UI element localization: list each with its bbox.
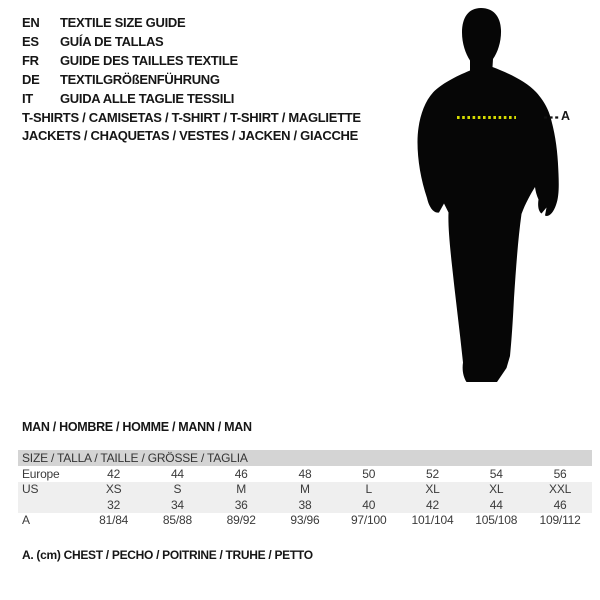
language-guide-title: TEXTILE SIZE GUIDE	[60, 15, 186, 30]
language-guide-title: GUÍA DE TALLAS	[60, 34, 164, 49]
table-cell: XL	[464, 482, 528, 498]
table-cell: XS	[82, 482, 146, 498]
table-cell: 93/96	[290, 513, 320, 528]
language-code: EN	[22, 15, 40, 30]
language-code: ES	[22, 34, 39, 49]
table-cell: 54	[489, 466, 503, 481]
list-item	[22, 51, 238, 70]
list-item	[22, 70, 238, 89]
table-row-chest-cm	[18, 513, 592, 529]
table-cell: 36	[209, 497, 273, 513]
measurement-label-a: A	[561, 109, 571, 123]
table-cell: 44	[170, 466, 184, 481]
language-guide-title: TEXTILGRÖßENFÜHRUNG	[60, 72, 220, 87]
table-cell: 97/100	[350, 513, 387, 528]
table-cell: XL	[401, 482, 465, 498]
language-code: FR	[22, 53, 39, 68]
table-cell: 85/88	[162, 513, 192, 528]
table-cell: 42	[401, 497, 465, 513]
language-guide-title: GUIDE DES TAILLES TEXTILE	[60, 53, 238, 68]
table-row-us	[18, 482, 592, 498]
table-cell: M	[273, 482, 337, 498]
row-label	[18, 497, 82, 513]
table-cell: 89/92	[226, 513, 256, 528]
language-guide-list	[22, 13, 238, 108]
table-cell: 38	[273, 497, 337, 513]
man-silhouette	[418, 8, 559, 382]
chest-measure-footnote: A. (cm) CHEST / PECHO / POITRINE / TRUHE / PETTO	[22, 548, 313, 562]
table-cell: 44	[464, 497, 528, 513]
table-cell: 56	[553, 466, 567, 481]
size-table-header-row	[18, 450, 592, 466]
table-cell: 46	[528, 497, 592, 513]
table-cell: 48	[298, 466, 312, 481]
list-item	[22, 13, 238, 32]
table-cell: 105/108	[475, 513, 518, 528]
language-guide-title: GUIDA ALLE TAGLIE TESSILI	[60, 91, 235, 106]
table-cell: 32	[82, 497, 146, 513]
list-item	[22, 89, 238, 108]
table-cell: 50	[362, 466, 376, 481]
table-cell: 46	[234, 466, 248, 481]
table-cell: 34	[146, 497, 210, 513]
language-code: IT	[22, 91, 33, 106]
size-table	[18, 450, 592, 528]
table-cell: 81/84	[99, 513, 129, 528]
table-cell: XXL	[528, 482, 592, 498]
garment-category	[22, 109, 361, 145]
table-row-europe	[18, 466, 592, 482]
row-label: US	[18, 482, 82, 498]
table-cell: 101/104	[411, 513, 454, 528]
man-silhouette-figure	[410, 0, 575, 390]
table-cell: M	[209, 482, 273, 498]
table-cell: 40	[337, 497, 401, 513]
list-item	[22, 32, 238, 51]
category-tshirts: T-SHIRTS / CAMISETAS / T-SHIRT / T-SHIRT / MAGLIETTE	[22, 110, 361, 125]
row-label: Europe	[22, 466, 60, 481]
size-table-header: SIZE / TALLA / TAILLE / GRÖSSE / TAGLIA	[18, 450, 592, 466]
table-cell: L	[337, 482, 401, 498]
table-cell: 42	[107, 466, 121, 481]
language-code: DE	[22, 72, 40, 87]
table-cell: S	[146, 482, 210, 498]
row-label: A	[22, 513, 30, 528]
table-cell: 52	[426, 466, 439, 481]
category-jackets: JACKETS / CHAQUETAS / VESTES / JACKEN / GIACCHE	[22, 128, 358, 143]
table-row-numeric	[18, 497, 592, 513]
table-cell: 109/112	[539, 513, 581, 528]
section-title-man: MAN / HOMBRE / HOMME / MANN / MAN	[22, 420, 252, 434]
